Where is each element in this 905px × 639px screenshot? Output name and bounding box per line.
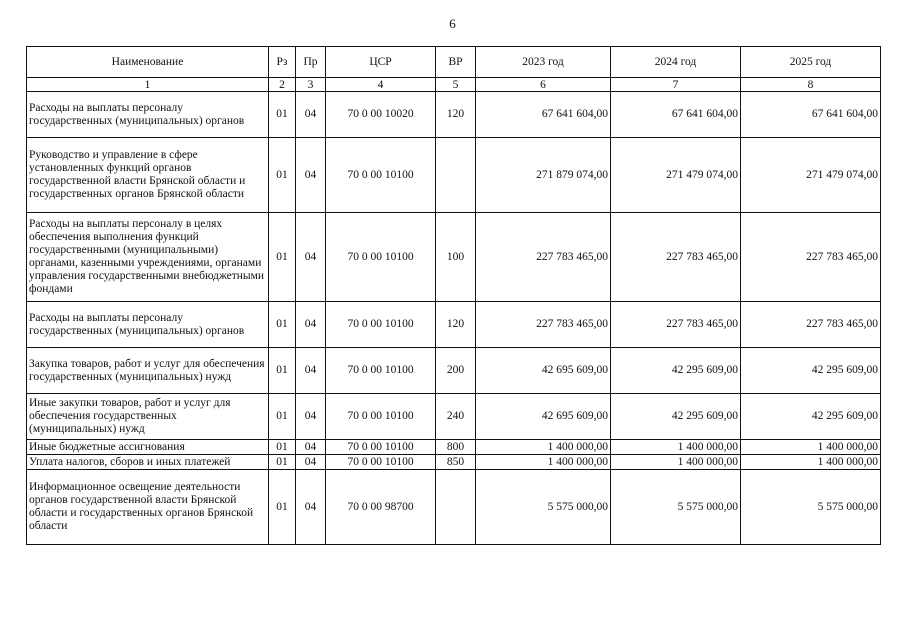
row-csr: 70 0 00 10100 [326, 440, 436, 455]
column-number: 2 [269, 78, 296, 92]
header-2025: 2025 год [741, 47, 881, 78]
column-number-row [27, 78, 881, 92]
row-amount-2023: 42 695 609,00 [476, 394, 611, 440]
row-amount-2023: 1 400 000,00 [476, 455, 611, 470]
column-number: 8 [741, 78, 881, 92]
table-row [27, 455, 881, 470]
row-amount-2023: 227 783 465,00 [476, 302, 611, 348]
row-name: Закупка товаров, работ и услуг для обеспечения государственных (муниципальных) нужд [27, 348, 269, 394]
row-amount-2024: 1 400 000,00 [611, 440, 741, 455]
column-number: 7 [611, 78, 741, 92]
row-rz: 01 [269, 455, 296, 470]
header-vr: ВР [436, 47, 476, 78]
row-rz: 01 [269, 302, 296, 348]
row-amount-2025: 67 641 604,00 [741, 92, 881, 138]
row-rz: 01 [269, 92, 296, 138]
header-rz: Рз [269, 47, 296, 78]
row-vr: 200 [436, 348, 476, 394]
row-pr: 04 [296, 92, 326, 138]
row-amount-2024: 227 783 465,00 [611, 213, 741, 302]
column-number: 4 [326, 78, 436, 92]
header-2024: 2024 год [611, 47, 741, 78]
header-row [27, 47, 881, 78]
row-pr: 04 [296, 213, 326, 302]
row-amount-2024: 271 479 074,00 [611, 138, 741, 213]
table-row [27, 302, 881, 348]
row-pr: 04 [296, 348, 326, 394]
row-amount-2025: 227 783 465,00 [741, 213, 881, 302]
row-vr: 240 [436, 394, 476, 440]
table-row [27, 138, 881, 213]
row-vr [436, 138, 476, 213]
header-name: Наименование [27, 47, 269, 78]
header-2023: 2023 год [476, 47, 611, 78]
budget-table [26, 46, 881, 545]
row-csr: 70 0 00 10100 [326, 213, 436, 302]
table-row [27, 348, 881, 394]
row-csr: 70 0 00 10020 [326, 92, 436, 138]
row-name: Уплата налогов, сборов и иных платежей [27, 455, 269, 470]
table-row [27, 92, 881, 138]
column-number: 1 [27, 78, 269, 92]
row-vr: 120 [436, 92, 476, 138]
row-amount-2025: 5 575 000,00 [741, 470, 881, 545]
row-amount-2023: 5 575 000,00 [476, 470, 611, 545]
row-pr: 04 [296, 138, 326, 213]
header-csr: ЦСР [326, 47, 436, 78]
row-amount-2023: 1 400 000,00 [476, 440, 611, 455]
row-rz: 01 [269, 348, 296, 394]
header-pr: Пр [296, 47, 326, 78]
row-name: Информационное освещение деятельности органов государственной власти Брянской области и государственных органов Брянской области [27, 470, 269, 545]
row-rz: 01 [269, 213, 296, 302]
table-row [27, 440, 881, 455]
row-vr: 800 [436, 440, 476, 455]
row-amount-2023: 227 783 465,00 [476, 213, 611, 302]
column-number: 6 [476, 78, 611, 92]
row-amount-2024: 1 400 000,00 [611, 455, 741, 470]
row-pr: 04 [296, 470, 326, 545]
row-amount-2023: 67 641 604,00 [476, 92, 611, 138]
table-row [27, 394, 881, 440]
row-pr: 04 [296, 302, 326, 348]
row-rz: 01 [269, 470, 296, 545]
row-vr: 120 [436, 302, 476, 348]
row-amount-2023: 42 695 609,00 [476, 348, 611, 394]
row-name: Иные бюджетные ассигнования [27, 440, 269, 455]
row-csr: 70 0 00 10100 [326, 138, 436, 213]
row-pr: 04 [296, 394, 326, 440]
row-rz: 01 [269, 138, 296, 213]
table-row [27, 213, 881, 302]
row-csr: 70 0 00 10100 [326, 394, 436, 440]
row-name: Расходы на выплаты персоналу государственных (муниципальных) органов [27, 302, 269, 348]
row-amount-2025: 42 295 609,00 [741, 348, 881, 394]
row-name: Иные закупки товаров, работ и услуг для обеспечения государственных (муниципальных) нужд [27, 394, 269, 440]
row-rz: 01 [269, 394, 296, 440]
row-amount-2024: 42 295 609,00 [611, 394, 741, 440]
row-vr: 850 [436, 455, 476, 470]
row-vr: 100 [436, 213, 476, 302]
row-csr: 70 0 00 10100 [326, 302, 436, 348]
row-amount-2025: 1 400 000,00 [741, 455, 881, 470]
row-pr: 04 [296, 455, 326, 470]
row-pr: 04 [296, 440, 326, 455]
row-name: Расходы на выплаты персоналу в целях обеспечения выполнения функций государственными (муниципальными) органами, казенными учреждениями, органами управления государственными внебюджетными фондами [27, 213, 269, 302]
table-row [27, 470, 881, 545]
column-number: 5 [436, 78, 476, 92]
row-vr [436, 470, 476, 545]
row-csr: 70 0 00 10100 [326, 348, 436, 394]
row-amount-2023: 271 879 074,00 [476, 138, 611, 213]
row-amount-2024: 227 783 465,00 [611, 302, 741, 348]
row-amount-2025: 42 295 609,00 [741, 394, 881, 440]
row-csr: 70 0 00 98700 [326, 470, 436, 545]
row-rz: 01 [269, 440, 296, 455]
page-number: 6 [449, 16, 456, 31]
row-name: Расходы на выплаты персоналу государственных (муниципальных) органов [27, 92, 269, 138]
row-amount-2025: 1 400 000,00 [741, 440, 881, 455]
row-amount-2025: 227 783 465,00 [741, 302, 881, 348]
row-amount-2024: 5 575 000,00 [611, 470, 741, 545]
column-number: 3 [296, 78, 326, 92]
row-csr: 70 0 00 10100 [326, 455, 436, 470]
row-amount-2024: 42 295 609,00 [611, 348, 741, 394]
row-amount-2024: 67 641 604,00 [611, 92, 741, 138]
row-amount-2025: 271 479 074,00 [741, 138, 881, 213]
row-name: Руководство и управление в сфере установленных функций органов государственной власти Брянской области и государственных органов Брянской области [27, 138, 269, 213]
